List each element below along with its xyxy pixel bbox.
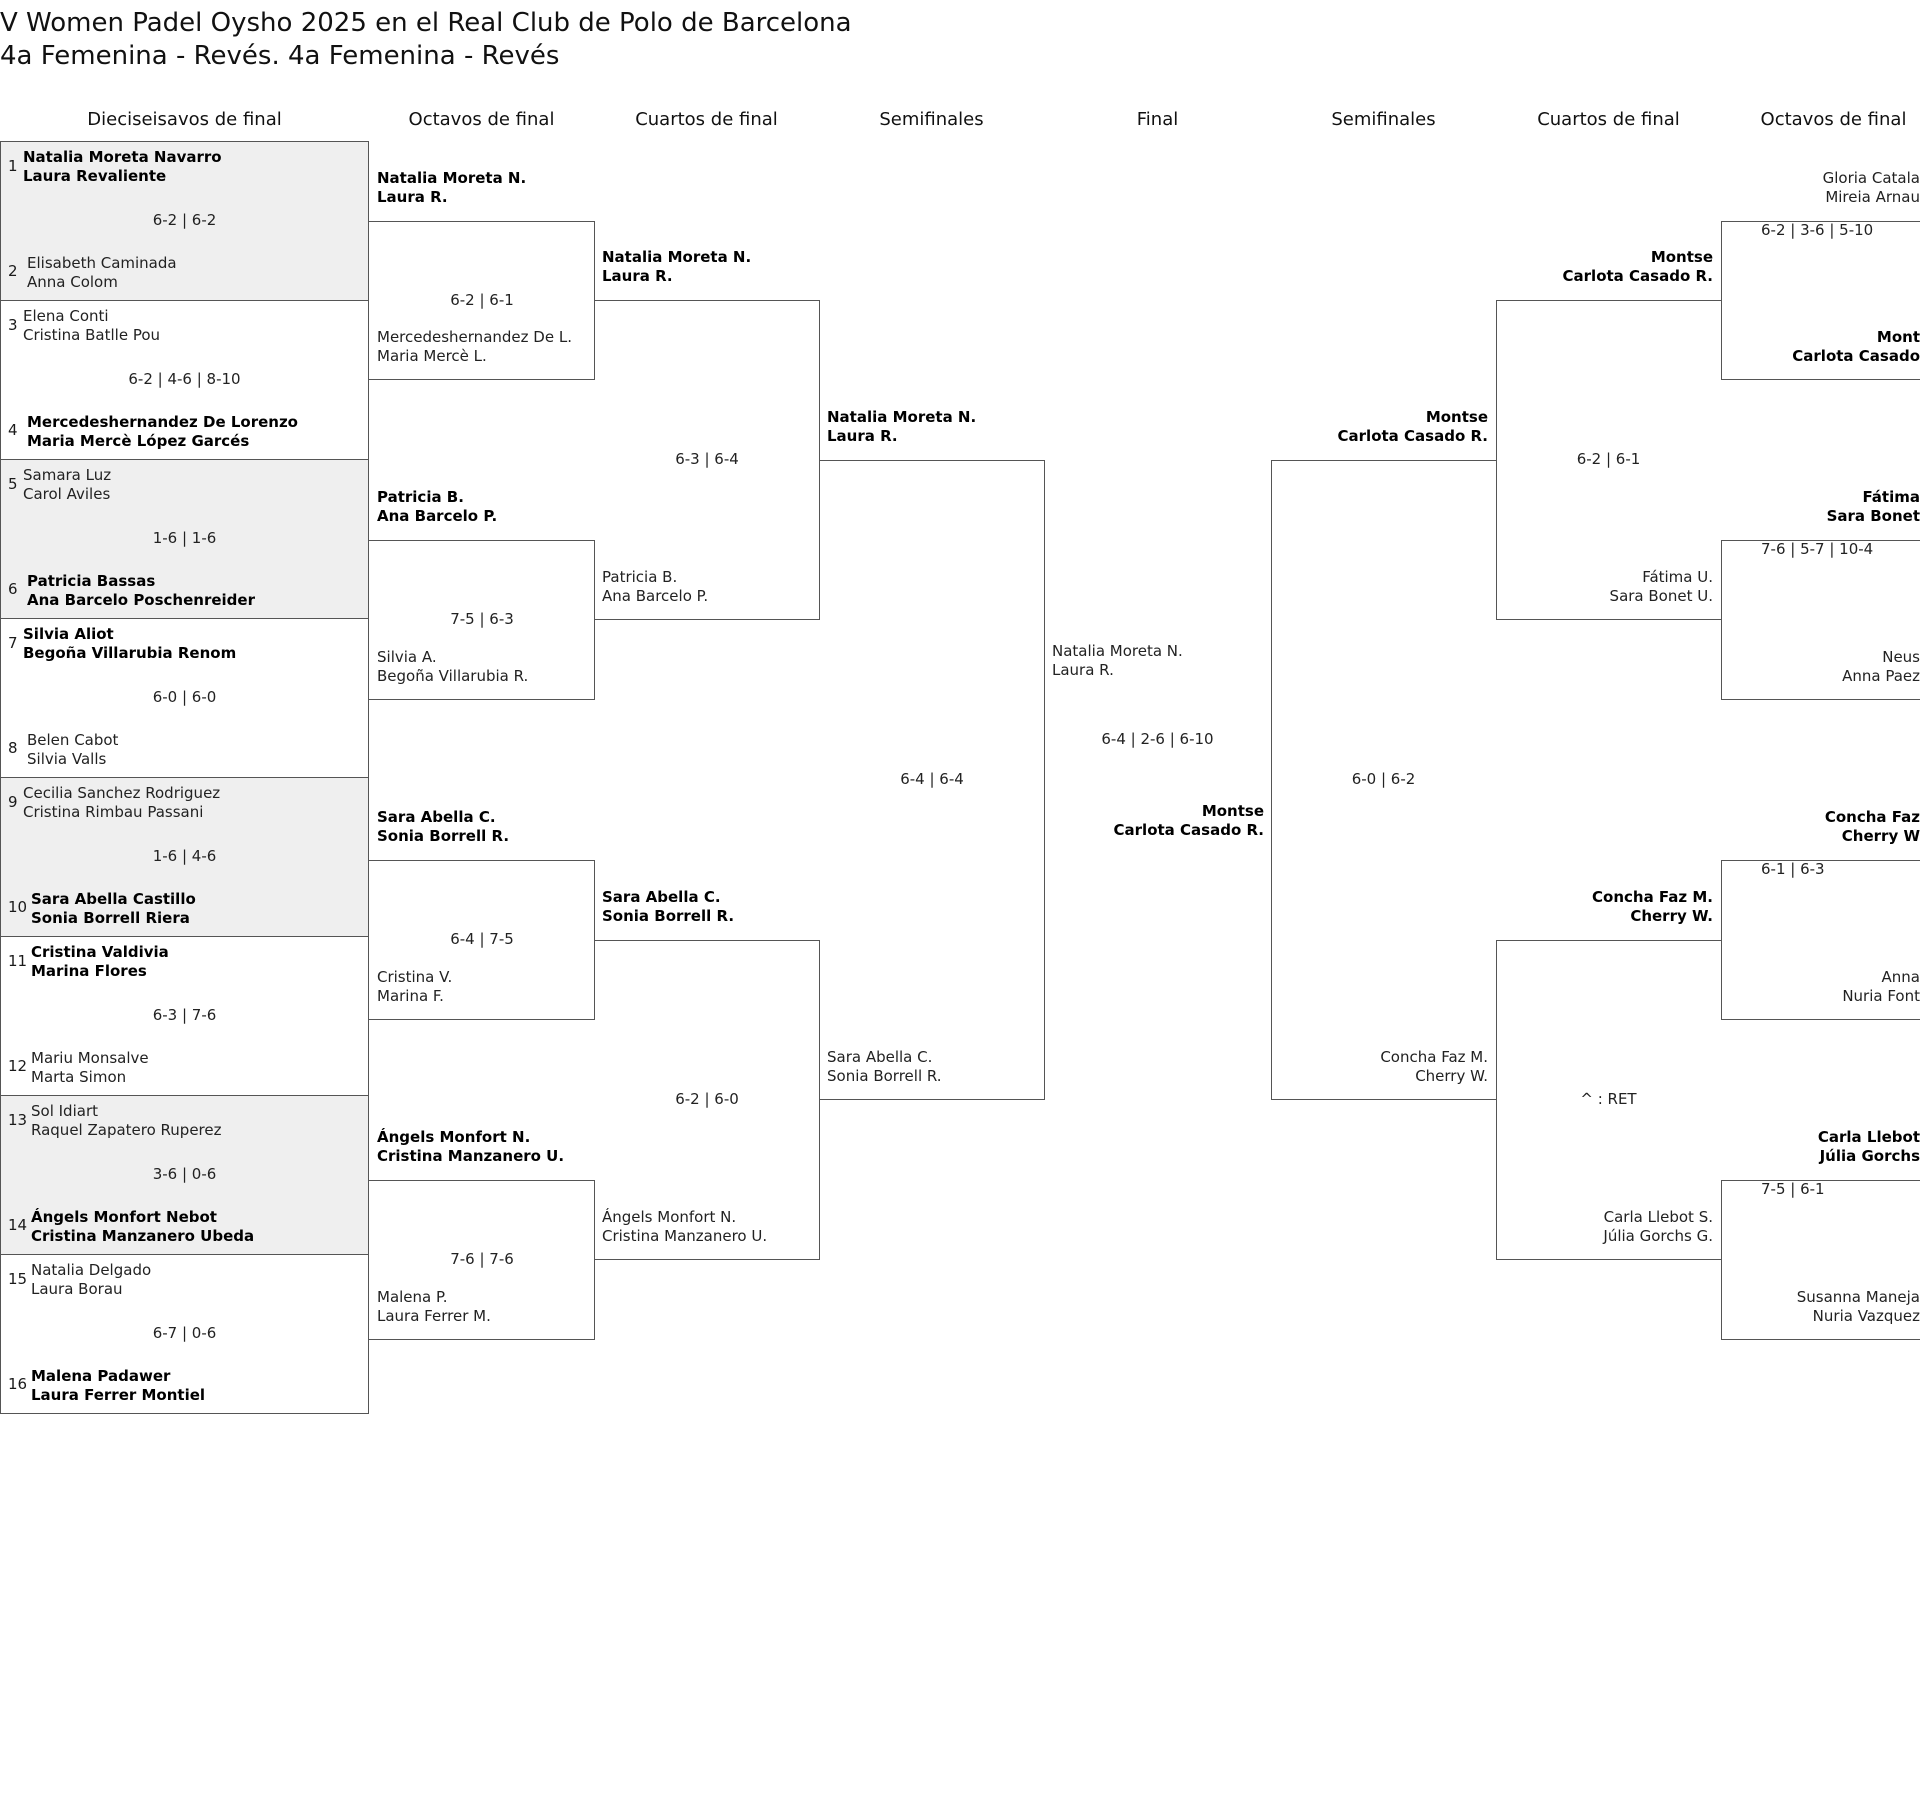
match-qf-left-2-b-player-2: Cristina Manzanero U. [602, 1227, 768, 1245]
match-r16-right-4-b-player-1: Susanna Maneja [1796, 1288, 1920, 1306]
score-r32-7: 3-6 | 0-6 [152, 1165, 217, 1183]
match-r16-left-4-b-player-2: Laura Ferrer M. [377, 1307, 491, 1325]
match-qf-right-2-b-player-1: Carla Llebot S. [1603, 1208, 1713, 1226]
match-r16-right-1-score: 6-2 | 3-6 | 5-10 [1761, 221, 1874, 239]
score-r32-2: 6-2 | 4-6 | 8-10 [128, 370, 241, 388]
score-r32-3: 1-6 | 1-6 [152, 529, 217, 547]
match-r16-left-1-b-player-2: Maria Mercè L. [377, 347, 487, 365]
match-qf-left-2-a-player-2: Sonia Borrell R. [602, 907, 735, 925]
seed-number: 10 [8, 898, 28, 916]
match-qf-left-1-a-player-2: Laura R. [602, 267, 673, 285]
score-r32-6: 6-3 | 7-6 [152, 1006, 217, 1024]
match-qf-right-1-a-player-1: Montse [1650, 248, 1713, 266]
match-r16-right-3-a-player-2: Cherry W [1841, 827, 1920, 845]
seed-number: 6 [8, 580, 18, 598]
team-r32-3b-player-1: Patricia Bassas [27, 572, 156, 590]
match-r16-left-1-b-player-1: Mercedeshernandez De L. [377, 328, 572, 346]
column-header-quarterfinals: Cuartos de final [635, 109, 778, 130]
seed-number: 11 [8, 952, 28, 970]
match-qf-right-2-a-player-2: Cherry W. [1630, 907, 1713, 925]
match-r16-right-4-b-player-2: Nuria Vazquez [1812, 1307, 1920, 1325]
seed-number: 9 [8, 793, 18, 811]
score-r32-4: 6-0 | 6-0 [152, 688, 217, 706]
team-r32-6a-player-1: Cristina Valdivia [31, 943, 169, 961]
team-r32-1a-player-2: Laura Revaliente [23, 167, 167, 185]
match-r16-left-2-b-player-2: Begoña Villarubia R. [377, 667, 529, 685]
match-sf-right-b-player-2: Cherry W. [1415, 1067, 1488, 1085]
team-r32-5a-player-2: Cristina Rimbau Passani [23, 803, 204, 821]
match-r16-left-3-score: 6-4 | 7-5 [450, 930, 514, 948]
match-r16-left-4-a-player-2: Cristina Manzanero U. [377, 1147, 565, 1165]
match-r16-right-2-score: 7-6 | 5-7 | 10-4 [1761, 540, 1874, 558]
seed-number: 2 [8, 262, 18, 280]
match-qf-left-1-b-player-1: Patricia B. [602, 568, 678, 586]
match-r16-left-2-a-player-1: Patricia B. [377, 488, 464, 506]
final-b-player-1: Montse [1201, 802, 1264, 820]
team-r32-2a-player-2: Cristina Batlle Pou [23, 326, 161, 344]
team-r32-2b-player-1: Mercedeshernandez De Lorenzo [27, 413, 298, 431]
seed-number: 12 [8, 1057, 28, 1075]
match-sf-right-a-player-2: Carlota Casado R. [1337, 427, 1488, 445]
team-r32-8a-player-2: Laura Borau [31, 1280, 123, 1298]
team-r32-4b-player-1: Belen Cabot [27, 731, 119, 749]
match-sf-left-a-player-1: Natalia Moreta N. [827, 408, 977, 426]
match-r16-right-3-b-player-2: Nuria Font [1842, 987, 1920, 1005]
team-r32-7b-player-1: Ángels Monfort Nebot [31, 1208, 217, 1226]
match-sf-right-b-player-1: Concha Faz M. [1380, 1048, 1488, 1066]
team-r32-4a-player-2: Begoña Villarubia Renom [23, 644, 237, 662]
team-r32-7a-player-2: Raquel Zapatero Ruperez [31, 1121, 222, 1139]
team-r32-8a-player-1: Natalia Delgado [31, 1261, 152, 1279]
match-r16-right-4-a-player-2: Júlia Gorchs [1819, 1147, 1920, 1165]
match-r16-left-1-score: 6-2 | 6-1 [450, 291, 514, 309]
seed-number: 5 [8, 475, 18, 493]
match-r16-left-4-a-player-1: Ángels Monfort N. [377, 1128, 531, 1146]
seed-number: 15 [8, 1270, 28, 1288]
team-r32-2a-player-1: Elena Conti [23, 307, 109, 325]
team-r32-4a-player-1: Silvia Aliot [23, 625, 114, 643]
team-r32-2b-player-2: Maria Mercè López Garcés [27, 432, 250, 450]
match-qf-left-1-score: 6-3 | 6-4 [675, 450, 739, 468]
seed-number: 3 [8, 316, 18, 334]
match-qf-left-2-b-player-1: Ángels Monfort N. [602, 1208, 737, 1226]
match-qf-right-2-score: ^ : RET [1580, 1090, 1637, 1108]
seed-number: 14 [8, 1216, 28, 1234]
column-header-semifinals: Semifinales [879, 109, 984, 130]
column-header-final: Final [1136, 109, 1179, 130]
page-title-line1: V Women Padel Oysho 2025 en el Real Club de Polo de Barcelona [0, 8, 852, 38]
team-r32-1b-player-1: Elisabeth Caminada [27, 254, 177, 272]
match-sf-left-a-player-2: Laura R. [827, 427, 898, 445]
match-sf-left-b-player-1: Sara Abella C. [827, 1048, 933, 1066]
page-title-line2: 4a Femenina - Revés. 4a Femenina - Revés [0, 41, 560, 71]
column-header-round-of-32: Dieciseisavos de final [87, 109, 282, 130]
match-qf-left-1-b-player-2: Ana Barcelo P. [602, 587, 709, 605]
match-r16-right-2-b-player-2: Anna Paez [1842, 667, 1920, 685]
team-r32-7a-player-1: Sol Idiart [31, 1102, 98, 1120]
match-r16-left-1-a-player-2: Laura R. [377, 188, 448, 206]
score-r32-8: 6-7 | 0-6 [152, 1324, 217, 1342]
team-r32-4b-player-2: Silvia Valls [27, 750, 107, 768]
match-r16-right-1-b-player-2: Carlota Casado [1792, 347, 1920, 365]
score-final: 6-4 | 2-6 | 6-10 [1101, 730, 1214, 748]
match-r16-left-1-a-player-1: Natalia Moreta N. [377, 169, 527, 187]
match-sf-right-score: 6-0 | 6-2 [1351, 770, 1416, 788]
match-r16-right-3-a-player-1: Concha Faz [1824, 808, 1920, 826]
match-qf-right-1-b-player-1: Fátima U. [1642, 568, 1713, 586]
match-qf-right-2-a-player-1: Concha Faz M. [1592, 888, 1713, 906]
match-sf-left-b-player-2: Sonia Borrell R. [827, 1067, 942, 1085]
team-r32-3a-player-2: Carol Aviles [23, 485, 111, 503]
seed-number: 16 [8, 1375, 28, 1393]
match-r16-right-3-score: 6-1 | 6-3 [1761, 860, 1825, 878]
team-r32-8b-player-2: Laura Ferrer Montiel [31, 1386, 206, 1404]
match-r16-left-3-b-player-1: Cristina V. [377, 968, 453, 986]
team-r32-6a-player-2: Marina Flores [31, 962, 147, 980]
match-r16-left-2-a-player-2: Ana Barcelo P. [377, 507, 498, 525]
match-r16-left-2-score: 7-5 | 6-3 [450, 610, 514, 628]
team-r32-7b-player-2: Cristina Manzanero Ubeda [31, 1227, 255, 1245]
final-a-player-1: Natalia Moreta N. [1052, 642, 1183, 660]
match-r16-left-3-b-player-2: Marina F. [377, 987, 444, 1005]
column-header-quarterfinals-right: Cuartos de final [1537, 109, 1680, 130]
team-r32-3a-player-1: Samara Luz [23, 466, 112, 484]
match-r16-left-4-score: 7-6 | 7-6 [450, 1250, 514, 1268]
score-r32-5: 1-6 | 4-6 [152, 847, 217, 865]
team-r32-8b-player-1: Malena Padawer [31, 1367, 171, 1385]
column-header-semifinals-right: Semifinales [1331, 109, 1436, 130]
match-r16-right-2-b-player-1: Neus [1882, 648, 1920, 666]
column-header-round-of-16-right: Octavos de final [1760, 109, 1907, 130]
seed-number: 4 [8, 421, 18, 439]
match-r16-right-4-score: 7-5 | 6-1 [1761, 1180, 1825, 1198]
match-sf-right-a-player-1: Montse [1425, 408, 1488, 426]
final-b-player-2: Carlota Casado R. [1113, 821, 1264, 839]
match-qf-right-2-b-player-2: Júlia Gorchs G. [1603, 1227, 1713, 1245]
column-header-round-of-16: Octavos de final [408, 109, 555, 130]
match-r16-right-2-a-player-2: Sara Bonet [1826, 507, 1920, 525]
match-r16-left-3-a-player-1: Sara Abella C. [377, 808, 496, 826]
team-r32-6b-player-1: Mariu Monsalve [31, 1049, 149, 1067]
match-qf-right-1-score: 6-2 | 6-1 [1576, 450, 1641, 468]
match-r16-right-1-b-player-1: Mont [1876, 328, 1920, 346]
team-r32-6b-player-2: Marta Simon [31, 1068, 127, 1086]
match-r16-right-1-a-player-1: Gloria Catala [1822, 169, 1920, 187]
team-r32-5a-player-1: Cecilia Sanchez Rodriguez [23, 784, 221, 802]
match-r16-right-4-a-player-1: Carla Llebot [1817, 1128, 1920, 1146]
match-sf-left-score: 6-4 | 6-4 [900, 770, 964, 788]
match-r16-right-2-a-player-1: Fátima [1862, 488, 1920, 506]
team-r32-5b-player-2: Sonia Borrell Riera [31, 909, 190, 927]
match-qf-right-1-b-player-2: Sara Bonet U. [1609, 587, 1713, 605]
seed-number: 8 [8, 739, 18, 757]
team-r32-1a-player-1: Natalia Moreta Navarro [23, 148, 222, 166]
seed-number: 13 [8, 1111, 28, 1129]
team-r32-3b-player-2: Ana Barcelo Poschenreider [27, 591, 255, 609]
match-qf-left-2-a-player-1: Sara Abella C. [602, 888, 721, 906]
match-r16-left-2-b-player-1: Silvia A. [377, 648, 437, 666]
team-r32-5b-player-1: Sara Abella Castillo [31, 890, 196, 908]
match-qf-left-2-score: 6-2 | 6-0 [675, 1090, 739, 1108]
team-r32-1b-player-2: Anna Colom [27, 273, 118, 291]
match-r16-right-3-b-player-1: Anna [1881, 968, 1920, 986]
match-r16-right-1-a-player-2: Mireia Arnau [1825, 188, 1920, 206]
final-a-player-2: Laura R. [1052, 661, 1114, 679]
seed-number: 1 [8, 157, 18, 175]
seed-number: 7 [8, 634, 18, 652]
match-qf-right-1-a-player-2: Carlota Casado R. [1562, 267, 1713, 285]
match-qf-left-1-a-player-1: Natalia Moreta N. [602, 248, 752, 266]
match-r16-left-3-a-player-2: Sonia Borrell R. [377, 827, 510, 845]
score-r32-1: 6-2 | 6-2 [152, 211, 217, 229]
match-r16-left-4-b-player-1: Malena P. [377, 1288, 448, 1306]
